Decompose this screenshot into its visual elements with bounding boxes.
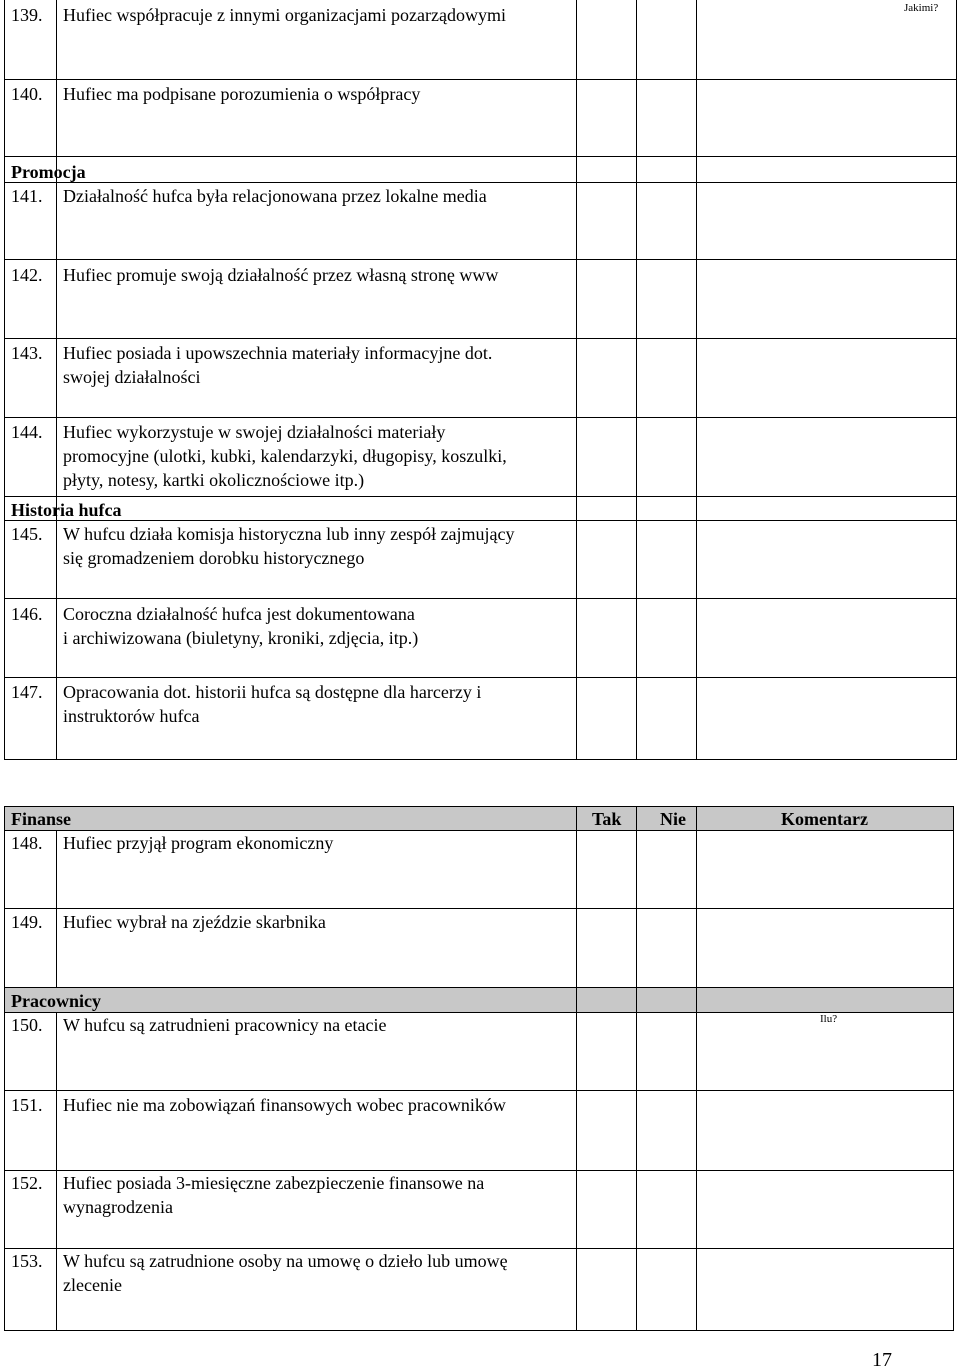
item-text: zlecenie (63, 1275, 122, 1295)
column-header-komentarz: Komentarz (781, 809, 868, 829)
note-label: Ilu? (820, 1013, 838, 1025)
item-text: W hufcu są zatrudnione osoby na umowę o dzieło lub umowę (63, 1251, 508, 1271)
item-number: 144. (11, 422, 43, 442)
table-header-finanse: Finanse (11, 809, 72, 829)
item-text: Hufiec posiada i upowszechnia materiały informacyjne dot. (63, 343, 493, 363)
item-text: wynagrodzenia (63, 1197, 173, 1217)
item-number: 153. (11, 1251, 43, 1271)
item-text: się gromadzeniem dorobku historycznego (63, 548, 365, 568)
item-number: 151. (11, 1095, 43, 1115)
item-number: 149. (11, 912, 43, 932)
item-number: 150. (11, 1015, 43, 1035)
item-text: Hufiec wybrał na zjeździe skarbnika (63, 912, 326, 932)
item-text: i archiwizowana (biuletyny, kroniki, zdjęcia, itp.) (63, 628, 419, 648)
item-text: Coroczna działalność hufca jest dokumentowana (63, 604, 415, 624)
item-text: Hufiec wykorzystuje w swojej działalności materiały (63, 422, 446, 442)
item-text: Hufiec posiada 3-miesięczne zabezpieczenie finansowe na (63, 1173, 485, 1193)
item-text: Hufiec promuje swoją działalność przez własną stronę www (63, 265, 499, 285)
item-text: Hufiec nie ma zobowiązań finansowych wobec pracowników (63, 1095, 506, 1115)
item-number: 142. (11, 265, 43, 285)
item-text: płyty, notesy, kartki okolicznościowe itp.) (63, 470, 365, 490)
item-number: 139. (11, 5, 43, 25)
item-text: Działalność hufca była relacjonowana przez lokalne media (63, 186, 487, 206)
item-text: swojej działalności (63, 367, 201, 387)
item-number: 146. (11, 604, 43, 624)
item-number: 145. (11, 524, 43, 544)
item-number: 143. (11, 343, 43, 363)
section-heading: Promocja (11, 162, 86, 182)
item-text: Opracowania dot. historii hufca są dostępne dla harcerzy i (63, 682, 482, 702)
item-text: instruktorów hufca (63, 706, 200, 726)
item-number: 140. (11, 84, 43, 104)
item-text: Hufiec przyjął program ekonomiczny (63, 833, 334, 853)
item-text: promocyjne (ulotki, kubki, kalendarzyki, długopisy, koszulki, (63, 446, 507, 466)
section-heading: Historia hufca (11, 500, 122, 520)
item-text: Hufiec ma podpisane porozumienia o współpracy (63, 84, 421, 104)
item-number: 148. (11, 833, 43, 853)
column-header-nie: Nie (660, 809, 686, 829)
section-heading: Pracownicy (11, 991, 101, 1011)
item-text: Hufiec współpracuje z innymi organizacjami pozarządowymi (63, 5, 507, 25)
item-number: 147. (11, 682, 43, 702)
item-number: 141. (11, 186, 43, 206)
item-number: 152. (11, 1173, 43, 1193)
item-text: W hufcu są zatrudnieni pracownicy na etacie (63, 1015, 387, 1035)
item-text: W hufcu działa komisja historyczna lub inny zespół zajmujący (63, 524, 515, 544)
column-header-tak: Tak (592, 809, 622, 829)
page-number: 17 (872, 1349, 892, 1371)
note-label: Jakimi? (904, 2, 939, 14)
